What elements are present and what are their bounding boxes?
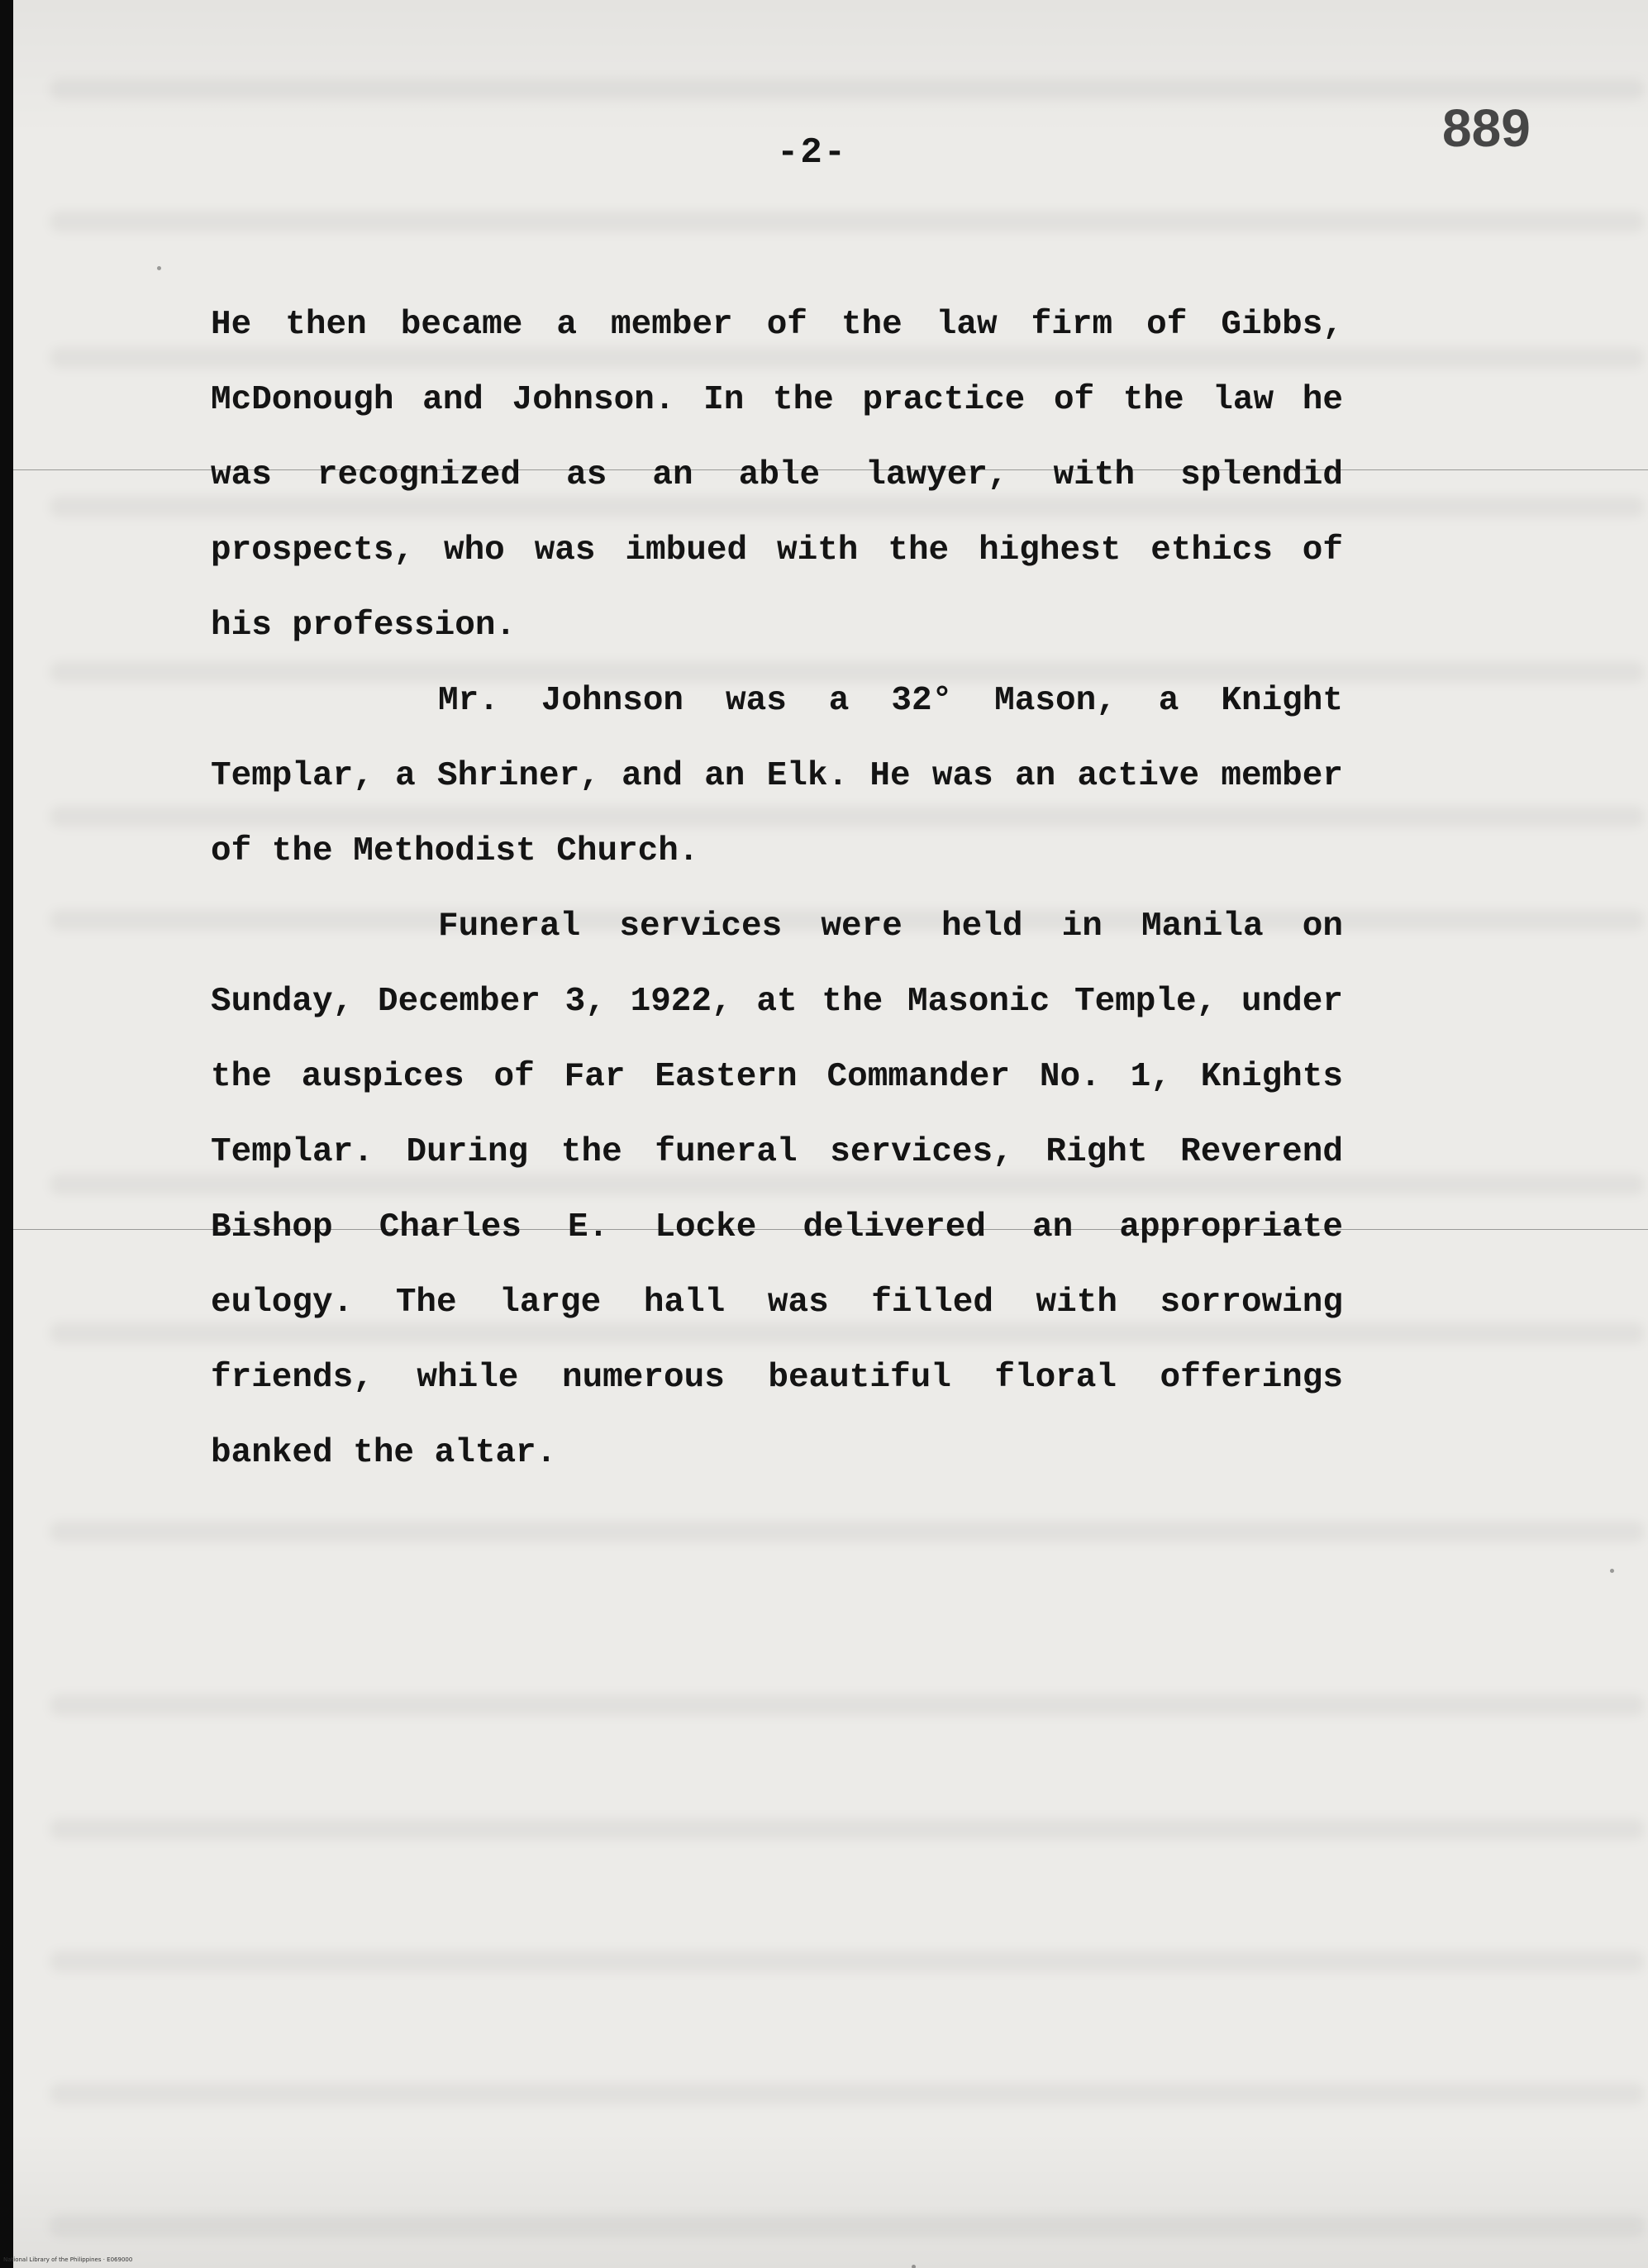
bleed-through — [50, 2083, 1645, 2104]
bleed-through — [50, 79, 1645, 100]
bleed-through — [50, 1818, 1645, 1840]
paragraph-1: He then became a member of the law firm of Gibbs, McDonough and Johnson. In the practice of the law he was recognized as an able lawyer, with splendid prospects, who was imbued with the highest ethics of his profession. — [211, 306, 1343, 645]
bleed-through — [50, 1951, 1645, 1972]
archive-stamp-number: 889 — [1442, 98, 1531, 158]
bleed-through — [50, 1694, 1645, 1716]
body-text — [211, 288, 1343, 1491]
archive-label: National Library of the Philippines · E069000 — [3, 2256, 133, 2263]
bleed-through — [50, 1521, 1645, 1542]
paragraph-3: Funeral services were held in Manila on Sunday, December 3, 1922, at the Masonic Temple, under the auspices of Far Eastern Commander No. 1, Knights Templar. During the funeral services, Right Reverend Bishop Charles E. Locke delivered an appropriate eulogy. The large hall was filled with sorrowing friends, while numerous beautiful floral offerings banked the altar. — [211, 908, 1343, 1472]
bleed-through — [50, 211, 1645, 232]
scan-edge — [0, 0, 13, 2268]
bleed-through — [50, 2215, 1645, 2237]
speck — [1610, 1569, 1614, 1573]
paragraph-2: Mr. Johnson was a 32° Mason, a Knight Templar, a Shriner, and an Elk. He was an active member of the Methodist Church. — [211, 682, 1343, 870]
speck — [157, 266, 161, 270]
speck — [912, 2265, 916, 2268]
page-number: -2- — [777, 132, 848, 174]
